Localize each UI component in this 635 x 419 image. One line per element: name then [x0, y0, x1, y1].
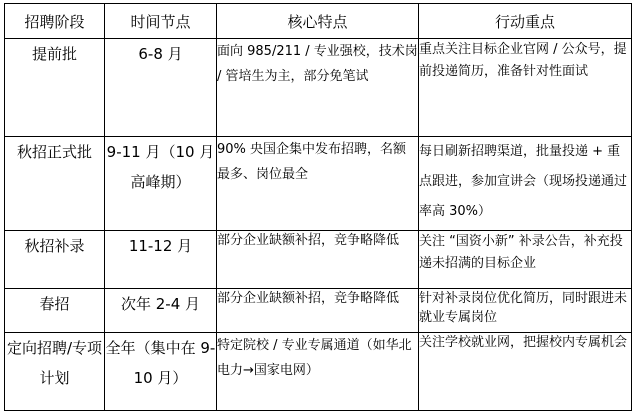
time-cell: 11-12 月 — [105, 231, 217, 289]
table-row — [5, 137, 632, 231]
feature-cell: 90% 央国企集中发布招聘，名额最多、岗位最全 — [217, 137, 419, 231]
feature-cell: 部分企业缺额补招，竞争略降低 — [217, 289, 419, 333]
action-cell: 关注 “国资小新” 补录公告，补充投递未招满的目标企业 — [419, 231, 632, 289]
header-time: 时间节点 — [105, 4, 217, 39]
header-stage: 招聘阶段 — [5, 4, 105, 39]
time-cell: 9-11 月（10 月高峰期） — [105, 137, 217, 231]
feature-cell: 特定院校 / 专业专属通道（如华北电力→国家电网） — [217, 333, 419, 411]
stage-cell: 秋招正式批 — [5, 137, 105, 231]
action-cell: 重点关注目标企业官网 / 公众号，提前投递简历，准备针对性面试 — [419, 39, 632, 137]
feature-cell: 面向 985/211 / 专业强校，技术岗 / 管培生为主，部分免笔试 — [217, 39, 419, 137]
table-header-row — [5, 4, 632, 39]
stage-cell: 秋招补录 — [5, 231, 105, 289]
time-cell: 6-8 月 — [105, 39, 217, 137]
recruitment-schedule-table — [4, 3, 632, 411]
table-row — [5, 39, 632, 137]
time-cell: 全年（集中在 9-10 月） — [105, 333, 217, 411]
stage-cell: 提前批 — [5, 39, 105, 137]
action-cell: 每日刷新招聘渠道，批量投递 + 重点跟进，参加宣讲会（现场投递通过率高 30%） — [419, 137, 632, 231]
feature-cell: 部分企业缺额补招，竞争略降低 — [217, 231, 419, 289]
header-feature: 核心特点 — [217, 4, 419, 39]
action-cell: 关注学校就业网，把握校内专属机会 — [419, 333, 632, 411]
header-action: 行动重点 — [419, 4, 632, 39]
table-row — [5, 333, 632, 411]
table-row — [5, 231, 632, 289]
table-row — [5, 289, 632, 333]
stage-cell: 春招 — [5, 289, 105, 333]
action-cell: 针对补录岗位优化简历，同时跟进未就业专属岗位 — [419, 289, 632, 333]
stage-cell: 定向招聘/专项计划 — [5, 333, 105, 411]
time-cell: 次年 2-4 月 — [105, 289, 217, 333]
